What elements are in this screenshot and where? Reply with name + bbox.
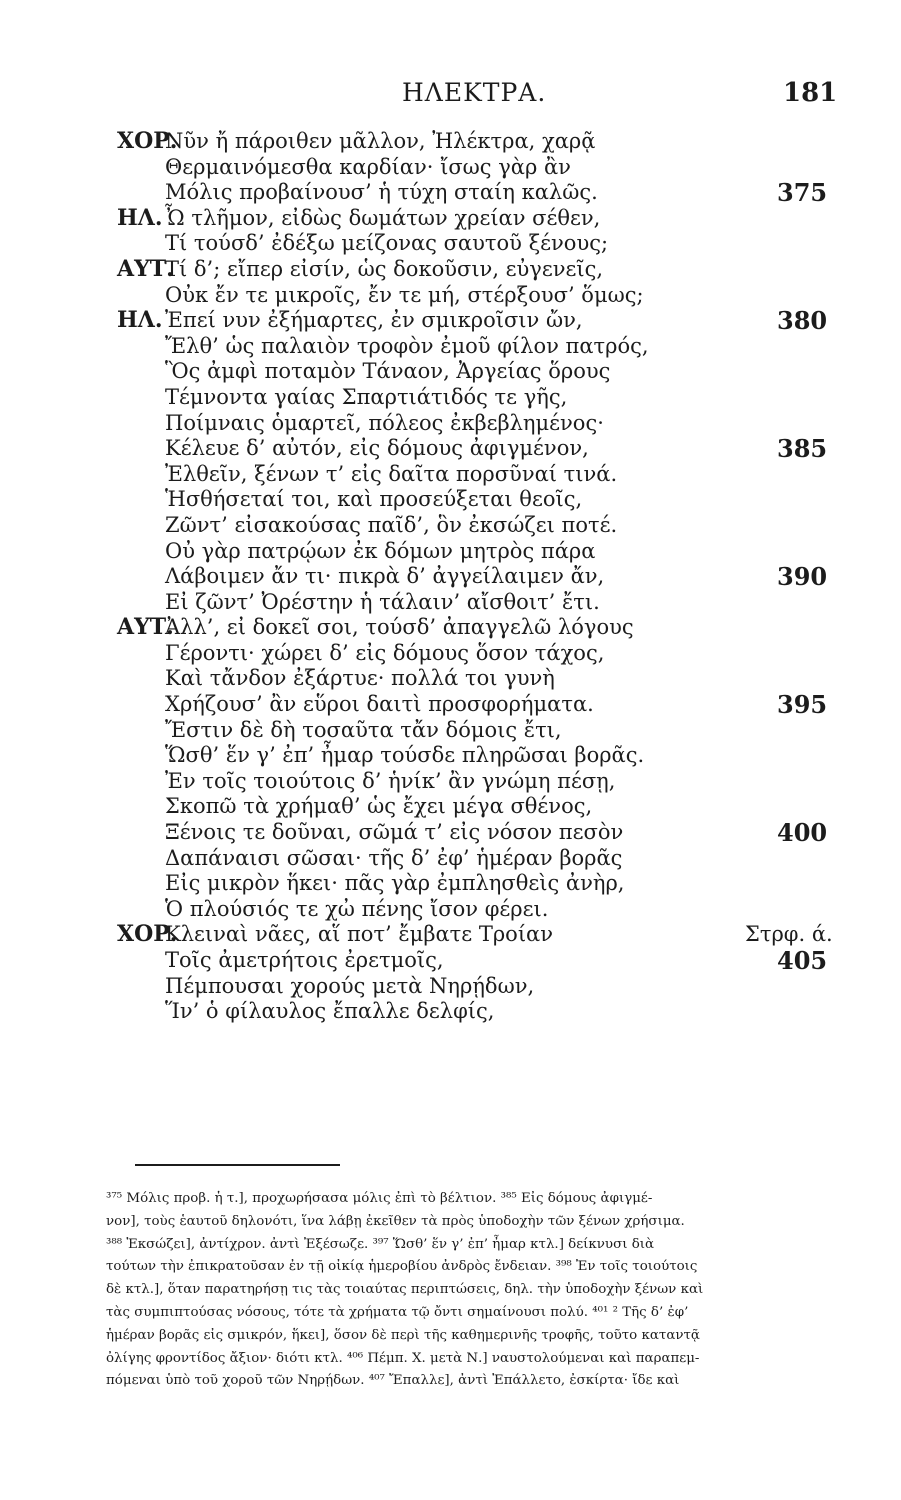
footnote-line: ³⁷⁵ Μόλις προβ. ἡ τ.], προχωρήσασα μόλις ἐπὶ τὸ βέλτιον. ³⁸⁵ Εἰς δόμους ἀφιγμέ- xyxy=(106,1191,653,1206)
verse-line xyxy=(0,794,901,820)
verse-text: Καὶ τἄνδον ἐξάρτυε· πολλά τοι γυνὴ xyxy=(165,666,555,691)
speaker-label: ΑΥΤ. xyxy=(117,255,174,282)
verse-line xyxy=(0,999,901,1025)
verse-line xyxy=(0,897,901,923)
verse-line xyxy=(0,846,901,872)
speaker-label: ΧΟΡ. xyxy=(117,128,178,154)
verse-line xyxy=(0,539,901,565)
verse-text: Νῦν ἤ πάροιθεν μᾶλλον, Ἠλέκτρα, χαρᾷ xyxy=(165,129,596,153)
verse-text: Εἰς μικρὸν ἥκει· πᾶς γὰρ ἐμπλησθεὶς ἀνὴρ, xyxy=(165,871,625,896)
footnote-line: τούτων τὴν ἐπικρατοῦσαν ἐν τῇ οἰκίᾳ ἡμεροβίου ἀνδρὸς ἔνδειαν. ³⁹⁸ Ἐν τοῖς τοιούτοις xyxy=(106,1259,698,1275)
line-number: 405 xyxy=(777,946,828,975)
verse-line xyxy=(0,155,901,181)
verse-line xyxy=(0,641,901,667)
verse-line xyxy=(0,462,901,488)
verse-text: Μόλις προβαίνουσ’ ἡ τύχη σταίη καλῶς. xyxy=(165,180,598,205)
verse-text: Τοῖς ἀμετρήτοις ἐρετμοῖς, xyxy=(165,948,444,972)
verse-text: Θερμαινόμεσθα καρδίαν· ἴσως γὰρ ἂν xyxy=(165,154,571,179)
verse-line xyxy=(0,615,901,641)
verse-text: Ἵν’ ὁ φίλαυλος ἔπαλλε δελφίς, xyxy=(165,999,495,1024)
verse-text: Κέλευε δ’ αὐτόν, εἰς δόμους ἀφιγμένον, xyxy=(165,436,589,461)
page-number: 181 xyxy=(783,78,838,108)
verse-line xyxy=(0,129,901,155)
verse-line xyxy=(0,231,901,257)
page-header xyxy=(0,78,901,118)
verse-text: Λάβοιμεν ἄν τι· πικρὰ δ’ ἀγγείλαιμεν ἄν, xyxy=(165,564,605,589)
verse-line xyxy=(0,974,901,1000)
footnotes xyxy=(106,1188,826,1393)
footnote-line: δὲ κτλ.], ὅταν παρατηρήσῃ τις τὰς τοιαύτας περιπτώσεις, δηλ. τὴν ὑποδοχὴν ξένων καὶ xyxy=(106,1282,704,1298)
verse-line xyxy=(0,359,901,385)
running-title: ΗΛΕΚΤΡΑ. xyxy=(402,78,547,107)
verse-text: Τί τούσδ’ ἐδέξω μείζονας σαυτοῦ ξένους; xyxy=(165,231,609,256)
verse-text: Χρήζουσ’ ἂν εὕροι δαιτὶ προσφορήματα. xyxy=(165,692,594,717)
verse-text: Γέροντι· χώρει δ’ εἰς δόμους ὅσον τάχος, xyxy=(165,640,605,665)
verse-line xyxy=(0,820,901,846)
footnote-line: τὰς συμπιπτούσας νόσους, τότε τὰ χρήματα τῷ ὄντι σημαίνουσι πολύ. ⁴⁰¹ ² Τῆς δ’ ἐφ’ xyxy=(106,1304,689,1320)
verse-text: Ὁ πλούσιός τε χὠ πένης ἴσον φέρει. xyxy=(165,896,549,921)
verse-text: Ἔλθ’ ὡς παλαιὸν τροφὸν ἐμοῦ φίλον πατρός, xyxy=(165,333,649,358)
verse-text: Ποίμναις ὁμαρτεῖ, πόλεος ἐκβεβλημένος· xyxy=(165,410,604,435)
verse-text: Ὥσθ’ ἕν γ’ ἐπ’ ἦμαρ τούσδε πληρῶσαι βορᾶς. xyxy=(165,743,645,768)
verse-text: Δαπάναισι σῶσαι· τῆς δ’ ἐφ’ ἡμέραν βορᾶς xyxy=(165,845,623,870)
verse-line xyxy=(0,308,901,334)
verse-text: Σκοπῶ τὰ χρήμαθ’ ὡς ἔχει μέγα σθένος, xyxy=(165,794,593,819)
verse-text: Εἰ ζῶντ’ Ὀρέστην ἡ τάλαιν’ αἴσθοιτ’ ἔτι. xyxy=(165,589,600,614)
footnote-line: ἡμέραν βορᾶς εἰς σμικρόν, ἥκει], ὅσον δὲ περὶ τῆς καθημερινῆς τροφῆς, τοῦτο καταντᾷ xyxy=(106,1327,700,1343)
verse-line xyxy=(0,487,901,513)
verse-text: Ἔστιν δὲ δὴ τοσαῦτα τἄν δόμοις ἔτι, xyxy=(165,717,562,742)
verse-text: Ὃς ἀμφὶ ποταμὸν Τάναον, Ἀργείας ὅρους xyxy=(165,359,611,384)
line-number: 400 xyxy=(777,818,828,848)
verse-text: Πέμπουσαι χορούς μετὰ Νηρῄδων, xyxy=(165,973,535,998)
speaker-label: ΗΛ. xyxy=(117,307,163,334)
verse-text: Ἐλθεῖν, ξένων τ’ εἰς δαῖτα πορσῦναί τινά. xyxy=(165,461,618,486)
footnote-line: νον], τοὺς ἑαυτοῦ δηλονότι, ἵνα λάβῃ ἐκεῖθεν τὰ πρὸς ὑποδοχὴν τῶν ξένων χρήσιμα. xyxy=(106,1213,685,1229)
verse-line xyxy=(0,743,901,769)
verse-text: Οὐ γὰρ πατρῴων ἐκ δόμων μητρὸς πάρα xyxy=(165,538,596,563)
speaker-label: ΑΥΤ. xyxy=(117,614,174,641)
verse-block xyxy=(0,129,901,1025)
verse-text: Ζῶντ’ εἰσακούσας παῖδ’, ὃν ἐκσώζει ποτέ. xyxy=(165,512,618,537)
line-number: 385 xyxy=(777,434,828,464)
verse-line xyxy=(0,385,901,411)
verse-text: Ὦ τλῆμον, εἰδὼς δωμάτων χρείαν σέθεν, xyxy=(165,205,601,230)
footnote-line: ³⁸⁸ Ἐκσώζει], ἀντίχρον. ἀντὶ Ἐξέσωζε. ³⁹⁷ Ὥσθ’ ἕν γ’ ἐπ’ ἦμαρ κτλ.] δείκνυσι διὰ xyxy=(106,1236,655,1252)
verse-line xyxy=(0,922,901,948)
speaker-label: ΗΛ. xyxy=(117,204,163,231)
line-number: 390 xyxy=(777,562,828,592)
speaker-label: ΧΟΡ. xyxy=(117,921,178,948)
verse-text: Ἐπεί νυν ἐξήμαρτες, ἐν σμικροῖσιν ὤν, xyxy=(165,308,583,333)
verse-text: Τέμνοντα γαίας Σπαρτιάτιδός τε γῆς, xyxy=(165,384,568,409)
verse-line xyxy=(0,206,901,232)
verse-line xyxy=(0,871,901,897)
line-number: 375 xyxy=(777,178,828,208)
verse-line xyxy=(0,590,901,616)
verse-line xyxy=(0,692,901,718)
verse-text: Ἐν τοῖς τοιούτοις δ’ ἡνίκ’ ἂν γνώμη πέσῃ, xyxy=(165,768,616,793)
verse-line xyxy=(0,283,901,309)
footnote-line: ὀλίγης φροντίδος ἄξιον· διότι κτλ. ⁴⁰⁶ Πέμπ. Χ. μετὰ Ν.] ναυστολούμεναι καὶ παραπεμ- xyxy=(106,1350,700,1366)
verse-line xyxy=(0,769,901,795)
strophe-marker: Στρφ. ά. xyxy=(745,922,833,947)
verse-text: Ἡσθήσεταί τοι, καὶ προσεύξεται θεοῖς, xyxy=(165,487,583,512)
verse-line xyxy=(0,257,901,283)
footnote-rule xyxy=(135,1164,340,1166)
line-number: 380 xyxy=(777,306,828,336)
verse-text: Ξένοις τε δοῦναι, σῶμά τ’ εἰς νόσον πεσὸν xyxy=(165,820,624,845)
verse-line xyxy=(0,564,901,590)
verse-line xyxy=(0,334,901,360)
verse-text: Κλειναὶ νᾶες, αἵ ποτ’ ἔμβατε Τροίαν xyxy=(165,922,553,947)
verse-line xyxy=(0,948,901,974)
verse-line xyxy=(0,718,901,744)
verse-line xyxy=(0,666,901,692)
verse-line xyxy=(0,411,901,437)
footnote-line: πόμεναι ὑπὸ τοῦ χοροῦ τῶν Νηρῄδων. ⁴⁰⁷ Ἔπαλλε], ἀντὶ Ἐπάλλετο, ἐσκίρτα· ἴδε καὶ xyxy=(106,1373,680,1389)
verse-text: Οὐκ ἔν τε μικροῖς, ἔν τε μή, στέρξουσ’ ὅμως; xyxy=(165,282,644,307)
verse-text: Τί δ’; εἴπερ εἰσίν, ὡς δοκοῦσιν, εὐγενεῖς, xyxy=(165,256,604,281)
verse-line xyxy=(0,180,901,206)
line-number: 395 xyxy=(777,690,828,720)
verse-line xyxy=(0,436,901,462)
verse-text: Ἀλλ’, εἰ δοκεῖ σοι, τούσδ’ ἀπαγγελῶ λόγους xyxy=(165,615,634,640)
verse-line xyxy=(0,513,901,539)
